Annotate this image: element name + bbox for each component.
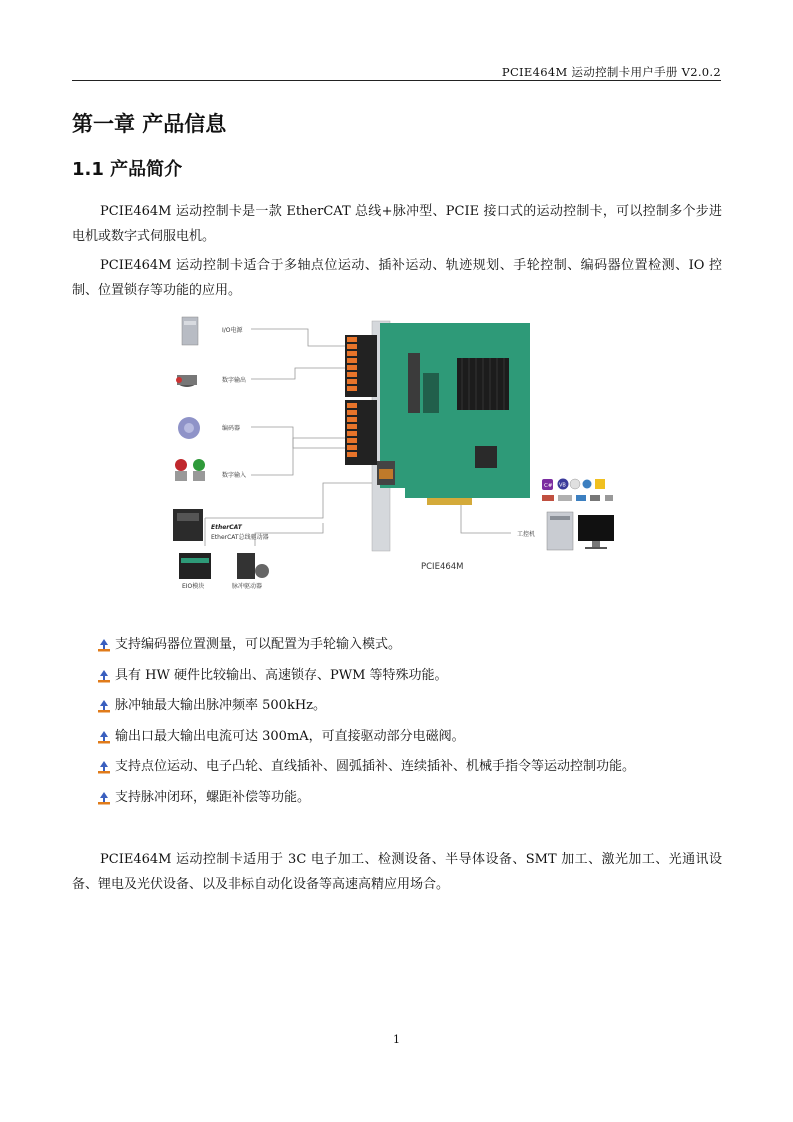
pulse-drive-image (237, 553, 269, 579)
list-item (97, 636, 635, 667)
running-header: PCIE464M 运动控制卡用户手册 V2.0.2 (501, 65, 721, 79)
bullet-arrow-icon (97, 638, 111, 652)
section-title: 1.1 产品简介 (72, 159, 183, 180)
list-item (97, 758, 635, 789)
ethercat-logo: EtherCAT (211, 524, 242, 531)
digital-output-label: 数字输出 (222, 377, 247, 384)
list-item (97, 789, 635, 820)
encoder-label: 编码器 (222, 425, 241, 432)
list-item (97, 667, 635, 698)
bullet-arrow-icon (97, 669, 111, 683)
ethercat-drive-image (173, 509, 203, 541)
use-cases-paragraph: PCIE464M 运动控制卡适用于 3C 电子加工、检测设备、半导体设备、SMT 加工、激光加工、光通讯设备、锂电及光伏设备、以及非标自动化设备等高速高精应用场合。 (72, 852, 722, 892)
ethercat-drive-label: EtherCAT总线驱动器 (211, 534, 269, 541)
header-rule (72, 80, 721, 81)
intro-paragraph: PCIE464M 运动控制卡是一款 EtherCAT 总线+脉冲型、PCIE 接口式的运动控制卡，可以控制多个步进电机或数字式伺服电机。 (72, 204, 722, 244)
feature-text: 支持点位运动、电子凸轮、直线插补、圆弧插补、连续插补、机械手指令等运动控制功能。 (115, 759, 636, 774)
feature-text: 支持编码器位置测量，可以配置为手轮输入模式。 (115, 637, 402, 652)
pulse-drive-label: 脉冲驱动器 (232, 583, 263, 590)
pcie-card-image (372, 321, 530, 551)
csharp-logo: C# (544, 483, 553, 489)
list-item (97, 728, 635, 759)
chapter-title: 第一章 产品信息 (72, 112, 227, 136)
ipc-image (547, 512, 614, 550)
vb-logo: VB (559, 482, 566, 489)
io-power-supply-image (182, 317, 198, 345)
digital-input-label: 数字输入 (222, 472, 247, 479)
bullet-arrow-icon (97, 730, 111, 744)
feature-list (97, 636, 635, 819)
bullet-arrow-icon (97, 760, 111, 774)
feature-text: 脉冲轴最大输出脉冲频率 500kHz。 (115, 698, 327, 713)
feature-text: 输出口最大输出电流可达 300mA，可直接驱动部分电磁阀。 (115, 728, 465, 744)
feature-text: 具有 HW 硬件比较输出、高速锁存、PWM 等特殊功能。 (115, 667, 448, 683)
io-power-label: I/O电源 (222, 327, 243, 334)
eio-module-label: EIO模块 (182, 583, 205, 590)
bullet-arrow-icon (97, 791, 111, 805)
list-item (97, 697, 635, 728)
card-caption: PCIE464M (421, 562, 464, 572)
software-logos (542, 479, 613, 502)
feature-text: 支持脉冲闭环，螺距补偿等功能。 (115, 789, 311, 805)
encoder-device-image (178, 417, 200, 439)
applications-paragraph: PCIE464M 运动控制卡适合于多轴点位运动、插补运动、轨迹规划、手轮控制、编码器位置检测、IO 控制、位置锁存等功能的应用。 (72, 258, 722, 298)
page-number: 1 (393, 1033, 400, 1046)
digital-input-buttons-image (175, 459, 205, 481)
ipc-label: 工控机 (517, 531, 536, 538)
bullet-arrow-icon (97, 699, 111, 713)
system-diagram (165, 313, 625, 603)
eio-module-image (179, 553, 211, 579)
digital-output-device-image (176, 375, 197, 387)
terminal-blocks-image (345, 335, 377, 465)
